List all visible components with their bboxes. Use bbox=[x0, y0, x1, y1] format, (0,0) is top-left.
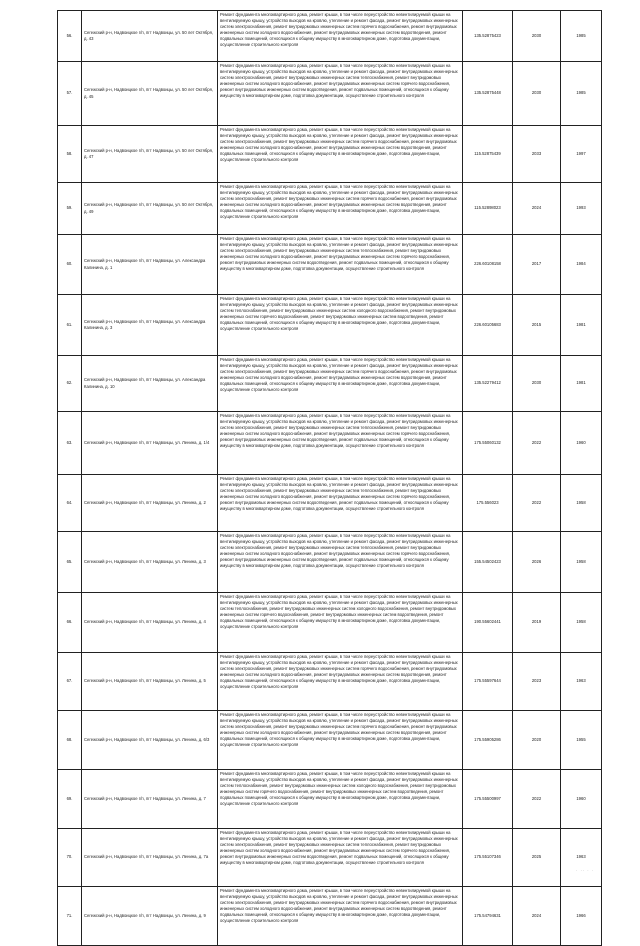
row-works: Ремонт фундамента многоквартирного дома, ремонт крыши, в том числе переустройство невентилируемой крыши на вентилируемую крышу, устройство выходов на кровлю, утепление и ремонт фасада, ремонт внутридомовых инженерных систем электроснабжения, ремонт внутридомовых инженерных систем горячего водоснабжения, ремонт внутридомовых инженерных систем холодного водоснабжения, ремонт внутридомовых инженерных систем водоотведения, ремонт подвальных помещений, относящихся к общему имуществу в многоквартирном доме, подготовка документации, осуществление строительного контроля bbox=[218, 711, 463, 769]
table-row bbox=[58, 62, 602, 126]
table-row bbox=[58, 295, 602, 356]
row-works: Ремонт фундамента многоквартирного дома, ремонт крыши, в том числе переустройство невентилируемой крыши на вентилируемую крышу, устройство выходов на кровлю, утепление и ремонт фасада, ремонт внутридомовых инженерных систем электроснабжения, ремонт внутридомовых инженерных систем горячего водоснабжения, ремонт внутридомовых инженерных систем холодного водоснабжения, ремонт внутридомовых инженерных систем водоотведения, ремонт подвальных помещений, относящихся к общему имуществу в многоквартирном доме, подготовка документации, осуществление строительного контроля bbox=[218, 356, 463, 411]
row-area: 175.54794631 bbox=[463, 887, 513, 945]
table-row bbox=[58, 235, 602, 295]
row-plan-year: 2015 bbox=[513, 295, 561, 355]
capital-repair-table bbox=[57, 10, 602, 946]
row-number: 64. bbox=[58, 475, 82, 531]
row-works: Ремонт фундамента многоквартирного дома, ремонт крыши, в том числе переустройство невентилируемой крыши на вентилируемую крышу, устройство выходов на кровлю, утепление и ремонт фасада, ремонт внутридомовых инженерных систем электроснабжения, ремонт внутридомовых инженерных систем горячего водоснабжения, ремонт внутридомовых инженерных систем холодного водоснабжения, ремонт внутридомовых инженерных систем водоотведения, ремонт подвальных помещений, относящихся к общему имуществу в многоквартирном доме, подготовка документации, осуществление строительного контроля bbox=[218, 126, 463, 182]
row-number: 68. bbox=[58, 711, 82, 769]
row-plan-year: 2026 bbox=[513, 532, 561, 592]
row-area: 135.52279412 bbox=[463, 356, 513, 411]
row-built-year: 1963 bbox=[561, 653, 602, 710]
row-plan-year: 2019 bbox=[513, 593, 561, 652]
row-built-year: 1985 bbox=[561, 11, 602, 61]
row-works: Ремонт фундамента многоквартирного дома, ремонт крыши, в том числе переустройство невентилируемой крыши на вентилируемую крышу, устройство выходов на кровлю, утепление и ремонт фасада, ремонт внутридомовых инженерных систем теплоснабжения, ремонт внутридомовых инженерных систем холодного водоснабжения, ремонт внутридомовых инженерных систем горячего водоснабжения, ремонт внутридомовых инженерных систем водоотведения, ремонт подвальных помещений, относящихся к общему имуществу в многоквартирном доме, подготовка документации, осуществление строительного контроля bbox=[218, 295, 463, 355]
row-plan-year: 2022 bbox=[513, 412, 561, 474]
row-plan-year: 2030 bbox=[513, 356, 561, 411]
row-works: Ремонт фундамента многоквартирного дома, ремонт крыши, в том числе переустройство невентилируемой крыши на вентилируемую крышу, устройство выходов на кровлю, утепление и ремонт фасада, ремонт внутридомовых инженерных систем электроснабжения, ремонт внутридомовых инженерных систем теплоснабжения, ремонт внутридомовых инженерных систем холодного водоснабжения, ремонт внутридомовых инженерных систем горячего водоснабжения, ремонт внутридомовых инженерных систем водоотведения, ремонт подвальных помещений, относящихся к общему имуществу в многоквартирном доме, подготовка документации, осуществление строительного контроля bbox=[218, 412, 463, 474]
row-built-year: 1963 bbox=[561, 829, 602, 886]
row-number: 59. bbox=[58, 183, 82, 234]
row-number: 71. bbox=[58, 887, 82, 945]
row-number: 66. bbox=[58, 593, 82, 652]
row-number: 56. bbox=[58, 11, 82, 61]
row-plan-year: 2017 bbox=[513, 235, 561, 294]
row-area: 190.55602441 bbox=[463, 593, 513, 652]
table-row bbox=[58, 475, 602, 532]
row-address: Сегежский р-н, Надвоицкое г/п, пгт Надвоицы, ул. Ленина, д. 6/3 bbox=[82, 711, 218, 769]
row-built-year: 1955 bbox=[561, 711, 602, 769]
row-address: Сегежский р-н, Надвоицкое г/п, пгт Надвоицы, ул. Ленина, д. 5 bbox=[82, 653, 218, 710]
row-number: 60. bbox=[58, 235, 82, 294]
row-built-year: 1993 bbox=[561, 183, 602, 234]
row-works: Ремонт фундамента многоквартирного дома, ремонт крыши, в том числе переустройство невентилируемой крыши на вентилируемую крышу, устройство выходов на кровлю, утепление и ремонт фасада, ремонт внутридомовых инженерных систем электроснабжения, ремонт внутридомовых инженерных систем теплоснабжения, ремонт внутридомовых инженерных систем холодного водоснабжения, ремонт внутридомовых инженерных систем горячего водоснабжения, ремонт внутридомовых инженерных систем водоотведения, ремонт подвальных помещений, относящихся к общему имуществу в многоквартирном доме, подготовка документации, осуществление строительного контроля bbox=[218, 475, 463, 531]
row-plan-year: 2024 bbox=[513, 887, 561, 945]
row-plan-year: 2020 bbox=[513, 711, 561, 769]
row-area: 175.55500997 bbox=[463, 770, 513, 828]
row-built-year: 1960 bbox=[561, 412, 602, 474]
table-row bbox=[58, 711, 602, 770]
row-address: Сегежский р-н, Надвоицкое г/п, пгт Надвоицы, ул. Александра Калинина, д. 3 bbox=[82, 295, 218, 355]
table-row bbox=[58, 183, 602, 235]
row-number: 57. bbox=[58, 62, 82, 125]
row-area: 175.55107346 bbox=[463, 829, 513, 886]
row-works: Ремонт фундамента многоквартирного дома, ремонт крыши, в том числе переустройство невентилируемой крыши на вентилируемую крышу, устройство выходов на кровлю, утепление и ремонт фасада, ремонт внутридомовых инженерных систем электроснабжения, ремонт внутридомовых инженерных систем горячего водоснабжения, ремонт внутридомовых инженерных систем холодного водоснабжения, ремонт внутридомовых инженерных систем водоотведения, ремонт подвальных помещений, относящихся к общему имуществу в многоквартирном доме, подготовка документации, осуществление строительного контроля bbox=[218, 887, 463, 945]
page-mark: · ·· · · bbox=[576, 868, 594, 873]
row-address: Сегежский р-н, Надвоицкое г/п, пгт Надвоицы, ул. Александра Калинина, д. 10 bbox=[82, 356, 218, 411]
row-address: Сегежский р-н, Надвоицкое г/п, пгт Надвоицы, ул. 50 лет Октября, д. 45 bbox=[82, 62, 218, 125]
row-built-year: 1958 bbox=[561, 532, 602, 592]
table-row bbox=[58, 829, 602, 887]
table-row bbox=[58, 653, 602, 711]
row-works: Ремонт фундамента многоквартирного дома, ремонт крыши, в том числе переустройство невентилируемой крыши на вентилируемую крышу, устройство выходов на кровлю, утепление и ремонт фасада, ремонт внутридомовых инженерных систем теплоснабжения, ремонт внутридомовых инженерных систем холодного водоснабжения, ремонт внутридомовых инженерных систем горячего водоснабжения, ремонт внутридомовых инженерных систем водоотведения, ремонт подвальных помещений, относящихся к общему имуществу в многоквартирном доме, подготовка документации, осуществление строительного контроля bbox=[218, 593, 463, 652]
row-number: 67. bbox=[58, 653, 82, 710]
row-address: Сегежский р-н, Надвоицкое г/п, пгт Надвоицы, ул. Ленина, д. 4 bbox=[82, 593, 218, 652]
table-row bbox=[58, 11, 602, 62]
row-number: 65. bbox=[58, 532, 82, 592]
row-plan-year: 2030 bbox=[513, 62, 561, 125]
row-address: Сегежский р-н, Надвоицкое г/п, пгт Надвоицы, ул. 50 лет Октября, д. 47 bbox=[82, 126, 218, 182]
row-plan-year: 2033 bbox=[513, 126, 561, 182]
row-built-year: 1997 bbox=[561, 126, 602, 182]
row-area: 175.55060132 bbox=[463, 412, 513, 474]
row-area: 135.52875448 bbox=[463, 62, 513, 125]
row-works: Ремонт фундамента многоквартирного дома, ремонт крыши, в том числе переустройство невентилируемой крыши на вентилируемую крышу, устройство выходов на кровлю, утепление и ремонт фасада, ремонт внутридомовых инженерных систем электроснабжения, ремонт внутридомовых инженерных систем горячего водоснабжения, ремонт внутридомовых инженерных систем холодного водоснабжения, ремонт внутридомовых инженерных систем водоотведения, ремонт подвальных помещений, относящихся к общему имуществу в многоквартирном доме, подготовка документации, осуществление строительного контроля bbox=[218, 653, 463, 710]
row-built-year: 1958 bbox=[561, 475, 602, 531]
row-built-year: 1966 bbox=[561, 887, 602, 945]
row-area: 175.55597644 bbox=[463, 653, 513, 710]
row-plan-year: 2030 bbox=[513, 11, 561, 61]
row-number: 69. bbox=[58, 770, 82, 828]
row-area: 155.54502423 bbox=[463, 532, 513, 592]
row-built-year: 1981 bbox=[561, 356, 602, 411]
row-address: Сегежский р-н, Надвоицкое г/п, пгт Надвоицы, ул. Ленина, д. 9 bbox=[82, 887, 218, 945]
row-plan-year: 2022 bbox=[513, 770, 561, 828]
row-number: 58. bbox=[58, 126, 82, 182]
row-address: Сегежский р-н, Надвоицкое г/п, пгт Надвоицы, ул. 50 лет Октября, д. 43 bbox=[82, 11, 218, 61]
table-row bbox=[58, 887, 602, 946]
row-number: 62. bbox=[58, 356, 82, 411]
row-number: 70. bbox=[58, 829, 82, 886]
row-built-year: 1981 bbox=[561, 295, 602, 355]
row-address: Сегежский р-н, Надвоицкое г/п, пгт Надвоицы, ул. Ленина, д. 7 bbox=[82, 770, 218, 828]
row-address: Сегежский р-н, Надвоицкое г/п, пгт Надвоицы, ул. Ленина, д. 3 bbox=[82, 532, 218, 592]
row-area: 226.60105683 bbox=[463, 295, 513, 355]
row-built-year: 1958 bbox=[561, 593, 602, 652]
row-built-year: 1960 bbox=[561, 770, 602, 828]
row-address: Сегежский р-н, Надвоицкое г/п, пгт Надвоицы, ул. Ленина, д. 1/4 bbox=[82, 412, 218, 474]
table-row bbox=[58, 126, 602, 183]
table-row bbox=[58, 532, 602, 593]
row-works: Ремонт фундамента многоквартирного дома, ремонт крыши, в том числе переустройство невентилируемой крыши на вентилируемую крышу, устройство выходов на кровлю, утепление и ремонт фасада, ремонт внутридомовых инженерных систем теплоснабжения, ремонт внутридомовых инженерных систем холодного водоснабжения, ремонт внутридомовых инженерных систем горячего водоснабжения, ремонт внутридомовых инженерных систем водоотведения, ремонт подвальных помещений, относящихся к общему имуществу в многоквартирном доме, подготовка документации, осуществление строительного контроля bbox=[218, 770, 463, 828]
table-row bbox=[58, 412, 602, 475]
row-area: 115.52898023 bbox=[463, 183, 513, 234]
row-number: 63. bbox=[58, 412, 82, 474]
row-address: Сегежский р-н, Надвоицкое г/п, пгт Надвоицы, ул. Александра Калинина, д. 1 bbox=[82, 235, 218, 294]
row-works: Ремонт фундамента многоквартирного дома, ремонт крыши, в том числе переустройство невентилируемой крыши на вентилируемую крышу, устройство выходов на кровлю, утепление и ремонт фасада, ремонт внутридомовых инженерных систем электроснабжения, ремонт внутридомовых инженерных систем горячего водоснабжения, ремонт внутридомовых инженерных систем холодного водоснабжения, ремонт внутридомовых инженерных систем водоотведения, ремонт подвальных помещений, относящихся к общему имуществу в многоквартирном доме, подготовка документации, осуществление строительного контроля bbox=[218, 11, 463, 61]
row-area: 175.556023 bbox=[463, 475, 513, 531]
table-row bbox=[58, 770, 602, 829]
row-works: Ремонт фундамента многоквартирного дома, ремонт крыши, в том числе переустройство невентилируемой крыши на вентилируемую крышу, устройство выходов на кровлю, утепление и ремонт фасада, ремонт внутридомовых инженерных систем электроснабжения, ремонт внутридомовых инженерных систем теплоснабжения, ремонт внутридомовых инженерных систем холодного водоснабжения, ремонт внутридомовых инженерных систем горячего водоснабжения, ремонт внутридомовых инженерных систем водоотведения, ремонт подвальных помещений, относящихся к общему имуществу в многоквартирном доме, подготовка документации, осуществление строительного контроля bbox=[218, 532, 463, 592]
row-works: Ремонт фундамента многоквартирного дома, ремонт крыши, в том числе переустройство невентилируемой крыши на вентилируемую крышу, устройство выходов на кровлю, утепление и ремонт фасада, ремонт внутридомовых инженерных систем электроснабжения, ремонт внутридомовых инженерных систем теплоснабжения, ремонт внутридомовых инженерных систем холодного водоснабжения, ремонт внутридомовых инженерных систем горячего водоснабжения, ремонт внутридомовых инженерных систем водоотведения, ремонт подвальных помещений, относящихся к общему имуществу в многоквартирном доме, подготовка документации, осуществление строительного контроля bbox=[218, 235, 463, 294]
row-plan-year: 2022 bbox=[513, 475, 561, 531]
row-area: 135.52875423 bbox=[463, 11, 513, 61]
row-built-year: 1984 bbox=[561, 235, 602, 294]
row-works: Ремонт фундамента многоквартирного дома, ремонт крыши, в том числе переустройство невентилируемой крыши на вентилируемую крышу, устройство выходов на кровлю, утепление и ремонт фасада, ремонт внутридомовых инженерных систем электроснабжения, ремонт внутридомовых инженерных систем теплоснабжения, ремонт внутридомовых инженерных систем холодного водоснабжения, ремонт внутридомовых инженерных систем горячего водоснабжения, ремонт внутридомовых инженерных систем водоотведения, ремонт подвальных помещений, относящихся к общему имуществу в многоквартирном доме, подготовка документации, осуществление строительного контроля bbox=[218, 62, 463, 125]
row-address: Сегежский р-н, Надвоицкое г/п, пгт Надвоицы, ул. 50 лет Октября, д. 49 bbox=[82, 183, 218, 234]
row-area: 115.52875439 bbox=[463, 126, 513, 182]
row-plan-year: 2023 bbox=[513, 653, 561, 710]
row-number: 61. bbox=[58, 295, 82, 355]
row-area: 226.60108158 bbox=[463, 235, 513, 294]
row-area: 175.55905286 bbox=[463, 711, 513, 769]
row-works: Ремонт фундамента многоквартирного дома, ремонт крыши, в том числе переустройство невентилируемой крыши на вентилируемую крышу, устройство выходов на кровлю, утепление и ремонт фасада, ремонт внутридомовых инженерных систем электроснабжения, ремонт внутридомовых инженерных систем теплоснабжения, ремонт внутридомовых инженерных систем холодного водоснабжения, ремонт внутридомовых инженерных систем горячего водоснабжения, ремонт внутридомовых инженерных систем водоотведения, ремонт подвальных помещений, относящихся к общему имуществу в многоквартирном доме, подготовка документации, осуществление строительного контроля bbox=[218, 829, 463, 886]
table-row bbox=[58, 356, 602, 412]
row-address: Сегежский р-н, Надвоицкое г/п, пгт Надвоицы, ул. Ленина, д. 7а bbox=[82, 829, 218, 886]
row-built-year: 1985 bbox=[561, 62, 602, 125]
row-address: Сегежский р-н, Надвоицкое г/п, пгт Надвоицы, ул. Ленина, д. 2 bbox=[82, 475, 218, 531]
row-plan-year: 2024 bbox=[513, 183, 561, 234]
row-works: Ремонт фундамента многоквартирного дома, ремонт крыши, в том числе переустройство невентилируемой крыши на вентилируемую крышу, устройство выходов на кровлю, утепление и ремонт фасада, ремонт внутридомовых инженерных систем электроснабжения, ремонт внутридомовых инженерных систем горячего водоснабжения, ремонт внутридомовых инженерных систем холодного водоснабжения, ремонт внутридомовых инженерных систем водоотведения, ремонт подвальных помещений, относящихся к общему имуществу в многоквартирном доме, подготовка документации, осуществление строительного контроля bbox=[218, 183, 463, 234]
table-row bbox=[58, 593, 602, 653]
row-plan-year: 2025 bbox=[513, 829, 561, 886]
